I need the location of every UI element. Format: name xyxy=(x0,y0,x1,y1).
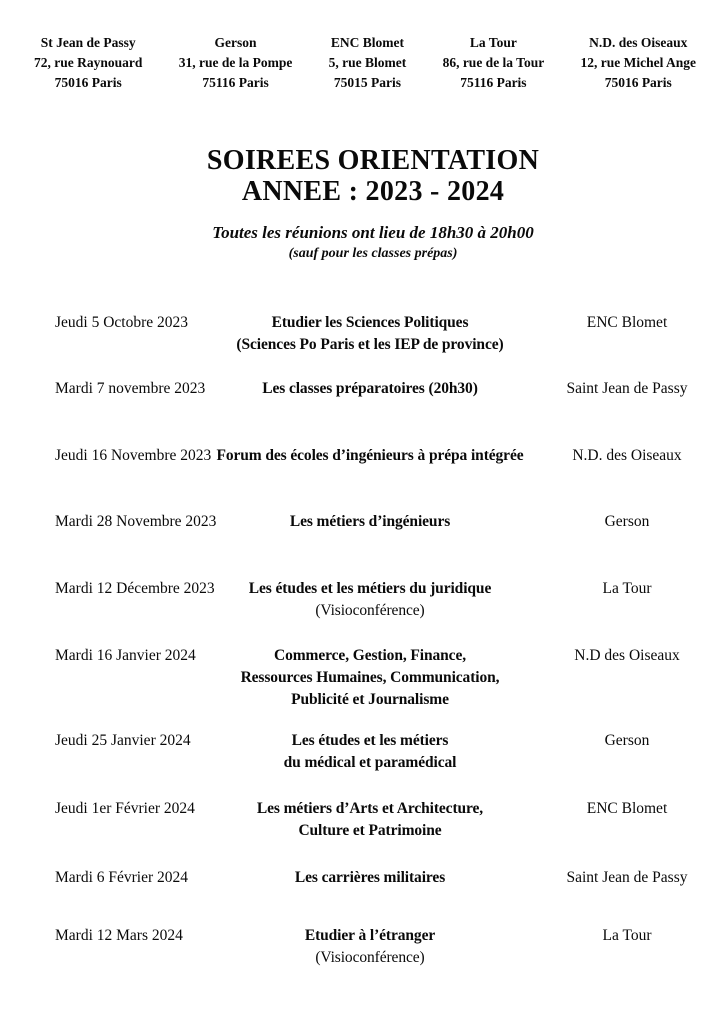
schools-header xyxy=(0,33,724,93)
sessions-list xyxy=(0,312,724,969)
session-topic-note: (Visioconférence) xyxy=(315,602,425,619)
session-location: ENC Blomet xyxy=(586,314,668,331)
document-title-line-2: ANNEE : 2023 - 2024 xyxy=(241,176,505,207)
schedule-subtitle-note: (sauf pour les classes prépas) xyxy=(288,246,458,261)
session-date: Mardi 12 Décembre 2023 xyxy=(55,580,215,597)
school-address: 5, rue Blomet xyxy=(328,55,407,70)
session-date: Jeudi 1er Février 2024 xyxy=(55,800,195,817)
session-topic-line: Forum des écoles d’ingénieurs à prépa intégrée xyxy=(216,447,524,464)
session-date: Mardi 16 Janvier 2024 xyxy=(55,647,196,664)
session-topic-line: du médical et paramédical xyxy=(283,754,457,771)
session-topic-line: Les carrières militaires xyxy=(294,869,446,886)
session-row xyxy=(55,925,724,969)
session-row xyxy=(55,798,724,842)
session-row xyxy=(55,445,724,467)
session-location: Saint Jean de Passy xyxy=(566,380,688,397)
school-city: 75016 Paris xyxy=(54,75,122,90)
title-block xyxy=(0,145,724,262)
session-topic xyxy=(210,578,530,622)
session-topic xyxy=(210,511,530,533)
school-card xyxy=(581,33,696,93)
school-name: N.D. des Oiseaux xyxy=(589,35,688,50)
session-location: La Tour xyxy=(602,927,652,944)
session-date: Mardi 6 Février 2024 xyxy=(55,869,189,886)
school-name: St Jean de Passy xyxy=(40,35,136,50)
school-city: 75116 Paris xyxy=(202,75,269,90)
school-card xyxy=(443,33,545,93)
session-topic-line: Culture et Patrimoine xyxy=(298,822,442,839)
session-location: Gerson xyxy=(604,732,650,749)
session-location: Saint Jean de Passy xyxy=(566,869,688,886)
session-date: Mardi 28 Novembre 2023 xyxy=(55,513,217,530)
session-topic-line: Publicité et Journalisme xyxy=(291,691,449,708)
session-topic xyxy=(210,867,530,889)
session-row xyxy=(55,645,724,711)
session-row xyxy=(55,578,724,622)
session-topic-line: Les classes préparatoires (20h30) xyxy=(262,380,478,397)
session-date: Jeudi 16 Novembre 2023 xyxy=(55,447,212,464)
session-topic-note: (Visioconférence) xyxy=(315,949,425,966)
school-card xyxy=(329,33,407,93)
session-location: La Tour xyxy=(602,580,652,597)
session-topic-line: Commerce, Gestion, Finance, xyxy=(273,647,466,664)
session-row xyxy=(55,378,724,400)
session-topic-line: Les métiers d’Arts et Architecture, xyxy=(256,800,484,817)
session-topic-line: Ressources Humaines, Communication, xyxy=(240,669,500,686)
session-date: Mardi 12 Mars 2024 xyxy=(55,927,183,944)
session-topic xyxy=(210,798,530,842)
school-card xyxy=(179,33,293,93)
school-address: 86, rue de la Tour xyxy=(442,55,545,70)
session-location: Gerson xyxy=(604,513,650,530)
session-row xyxy=(55,511,724,533)
session-topic-line: (Sciences Po Paris et les IEP de province) xyxy=(236,336,504,353)
session-topic-line: Etudier à l’étranger xyxy=(304,927,436,944)
session-topic-line: Les études et les métiers du juridique xyxy=(248,580,492,597)
session-row xyxy=(55,867,724,889)
school-address: 72, rue Raynouard xyxy=(34,55,143,70)
session-topic xyxy=(210,445,530,467)
school-card xyxy=(34,33,142,93)
session-location: ENC Blomet xyxy=(586,800,668,817)
session-location: N.D. des Oiseaux xyxy=(572,447,682,464)
session-topic-line: Etudier les Sciences Politiques xyxy=(271,314,469,331)
session-row xyxy=(55,730,724,774)
school-address: 31, rue de la Pompe xyxy=(178,55,293,70)
session-topic-line: Les études et les métiers xyxy=(291,732,449,749)
session-topic xyxy=(210,312,530,356)
school-city: 75016 Paris xyxy=(604,75,672,90)
session-date: Jeudi 5 Octobre 2023 xyxy=(55,314,189,331)
school-address: 12, rue Michel Ange xyxy=(580,55,696,70)
session-topic xyxy=(210,730,530,774)
session-date: Mardi 7 novembre 2023 xyxy=(55,380,206,397)
session-topic-line: Les métiers d’ingénieurs xyxy=(289,513,451,530)
session-date: Jeudi 25 Janvier 2024 xyxy=(55,732,191,749)
schedule-subtitle: Toutes les réunions ont lieu de 18h30 à 20h00 xyxy=(212,223,534,242)
school-name: Gerson xyxy=(214,35,257,50)
session-location: N.D des Oiseaux xyxy=(574,647,680,664)
session-row xyxy=(55,312,724,356)
school-name: ENC Blomet xyxy=(330,35,404,50)
document-title-line-1: SOIREES ORIENTATION xyxy=(206,145,540,176)
session-topic xyxy=(210,378,530,400)
session-topic xyxy=(210,925,530,969)
session-topic xyxy=(210,645,530,711)
school-name: La Tour xyxy=(469,35,517,50)
school-city: 75116 Paris xyxy=(460,75,527,90)
school-city: 75015 Paris xyxy=(333,75,401,90)
